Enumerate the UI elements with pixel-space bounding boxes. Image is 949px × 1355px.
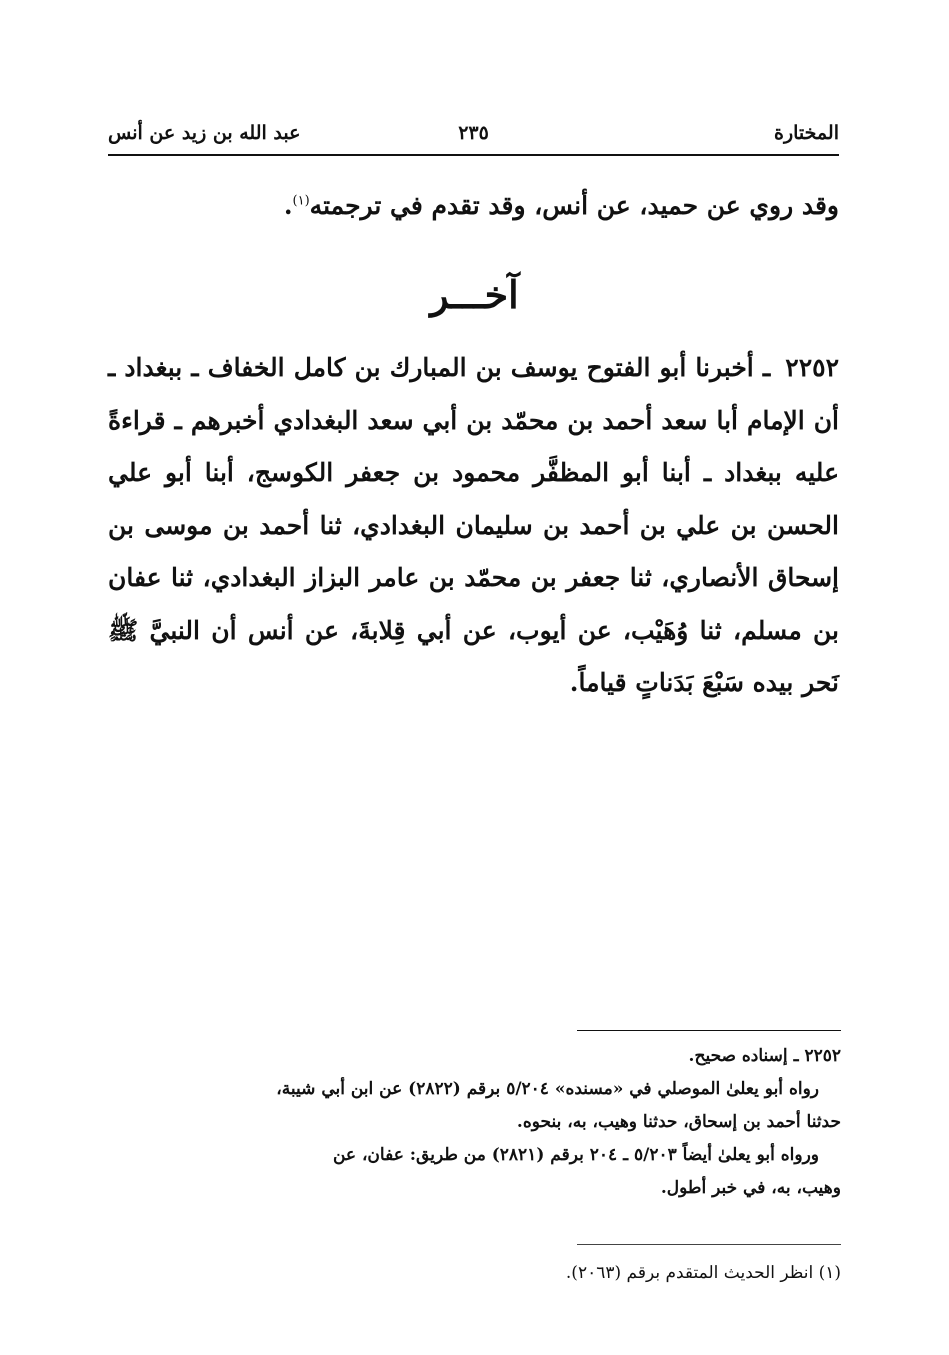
takhrij-line: ورواه أبو يعلىٰ أيضاً ٥/٢٠٣ ـ ٢٠٤ برقم (٢٨٢١) من طريق: عفان، عن: [332, 1145, 819, 1165]
intro-end: .: [283, 191, 293, 220]
intro-line: [108, 188, 839, 223]
takhrij-footnote: [110, 1040, 841, 1205]
footnote-marker: (١): [292, 193, 310, 209]
running-header: [108, 118, 839, 156]
note-divider: [577, 1244, 841, 1245]
footnote-divider: [577, 1030, 841, 1031]
section-title: آخـــر: [430, 272, 519, 317]
takhrij-line: حدثنا أحمد بن إسحاق، حدثنا وهيب، به، بنحوه.: [516, 1112, 841, 1132]
takhrij-line: ٢٢٥٢ ـ إسناده صحيح.: [688, 1046, 841, 1066]
hadith-text: ـ أخبرنا أبو الفتوح يوسف بن المبارك بن كامل الخفاف ـ ببغداد ـ أن الإمام أبا سعد أحمد بن محمّد بن أبي سعد البغدادي أخبرهم ـ قراءةً عليه ببغداد ـ أبنا أبو المظفَّر محمود بن جعفر الكوسج، أبنا أبو علي الحسن بن علي بن أحمد بن سليمان البغدادي، ثنا أحمد بن موسى بن إسحاق الأنصاري، ثنا جعفر بن محمّد بن عامر البزاز البغدادي، ثنا عفان بن مسلم، ثنا وُهَيْب، عن أيوب، عن أبي قِلابةَ، عن أنس أن النبيَّ ﷺ نَحر بيده سَبْعَ بَدَناتٍ قياماً.: [108, 353, 839, 697]
intro-text: وقد روي عن حميد، عن أنس، وقد تقدم في ترجمته: [309, 191, 839, 220]
hadith-paragraph: [108, 342, 839, 710]
chapter-title: عبد الله بن زيد عن أنس: [108, 122, 301, 144]
hadith-number: ٢٢٥٢: [785, 353, 839, 382]
book-title: المختارة: [774, 122, 839, 144]
takhrij-line: وهيب، به، في خبر أطول.: [660, 1178, 841, 1198]
takhrij-line: رواه أبو يعلىٰ الموصلي في «مسنده» ٥/٢٠٤ برقم (٢٨٢٢) عن ابن أبي شيبة،: [276, 1079, 819, 1099]
footnote-note-1: (١) انظر الحديث المتقدم برقم (٢٠٦٣).: [565, 1263, 841, 1283]
page-number: ٢٣٥: [458, 122, 489, 144]
